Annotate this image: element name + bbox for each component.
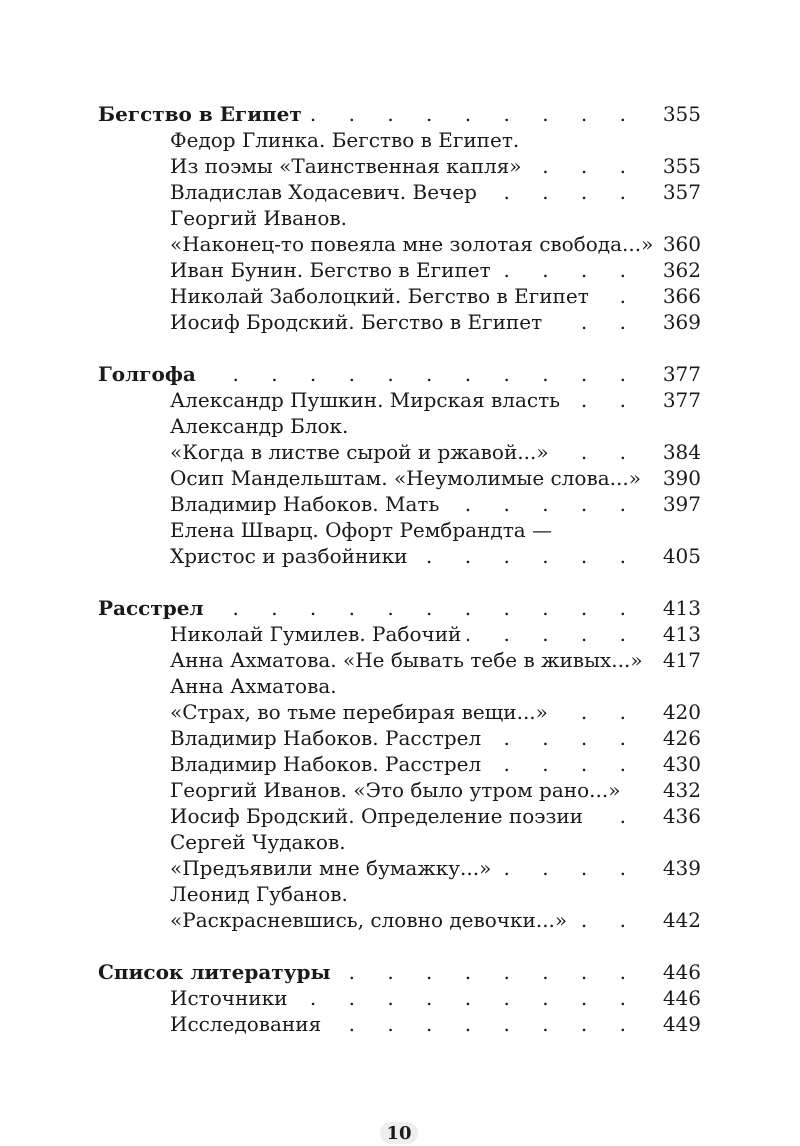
entry-title-row: [170, 283, 701, 309]
page-ref: 366: [643, 283, 701, 309]
entry-title-row: [170, 413, 701, 439]
section-title: Голгофа: [98, 362, 202, 386]
toc-section: [98, 959, 701, 1037]
page-ref: 417: [643, 647, 701, 673]
entry-title: Исследования: [170, 1012, 327, 1036]
entry-title-row: [170, 751, 701, 777]
entry-title-row: [170, 465, 701, 491]
entry-title-row: [170, 257, 701, 283]
entry-title-row: [170, 1011, 701, 1037]
toc-entry: [170, 751, 701, 777]
entry-title-row: [170, 699, 701, 725]
entry-title: Иосиф Бродский. Бегство в Египет: [170, 310, 548, 334]
toc-entry: [170, 127, 701, 179]
page-ref: 446: [643, 959, 701, 985]
toc-entry: [170, 179, 701, 205]
entry-title-row: [170, 881, 701, 907]
page-ref: 439: [643, 855, 701, 881]
section-title: Список литературы: [98, 960, 337, 984]
entry-title: Владислав Ходасевич. Вечер: [170, 180, 483, 204]
entry-title-row: [170, 517, 701, 543]
page-ref: 390: [643, 465, 701, 491]
entry-title-row: [170, 829, 701, 855]
entry-title: «Раскрасневшись, словно девочки...»: [170, 908, 573, 932]
entry-title: Леонид Губанов.: [170, 882, 348, 906]
toc-entry: [170, 309, 701, 335]
entry-title-row: [170, 855, 701, 881]
entry-title-row: [170, 127, 701, 153]
entry-title: Георгий Иванов. «Это было утром рано...»: [170, 778, 626, 802]
entry-title: Николай Заболоцкий. Бегство в Египет: [170, 284, 595, 308]
toc-entry: [170, 517, 701, 569]
entry-title-row: [170, 231, 701, 257]
entry-title: Сергей Чудаков.: [170, 830, 346, 854]
entry-title: «Когда в листве сырой и ржавой...»: [170, 440, 555, 464]
toc-entry: [170, 1011, 701, 1037]
entry-title: Иосиф Бродский. Определение поэзии: [170, 804, 589, 828]
entry-title-row: [170, 205, 701, 231]
toc-entry: [170, 621, 701, 647]
page-ref: 397: [643, 491, 701, 517]
toc-entry: [170, 283, 701, 309]
entry-title: Осип Мандельштам. «Неумолимые слова...»: [170, 466, 647, 490]
section-title-row: [98, 361, 701, 387]
page-ref: 377: [643, 361, 701, 387]
toc-section: [98, 595, 701, 933]
entry-title-row: [170, 309, 701, 335]
page-ref: 426: [643, 725, 701, 751]
entry-title-row: [170, 387, 701, 413]
page-ref: 432: [643, 777, 701, 803]
section-title-row: [98, 959, 701, 985]
toc-entry: [170, 257, 701, 283]
page-ref: 377: [643, 387, 701, 413]
entry-title: Анна Ахматова. «Не бывать тебе в живых...»: [170, 648, 649, 672]
page-ref: 413: [643, 595, 701, 621]
page-ref: 436: [643, 803, 701, 829]
toc-entry: [170, 205, 701, 257]
entry-title-row: [170, 673, 701, 699]
toc-entry: [170, 803, 701, 829]
toc-entry: [170, 881, 701, 933]
toc-section: [98, 101, 701, 335]
entry-title-row: [170, 985, 701, 1011]
page-ref: 405: [643, 543, 701, 569]
toc-entry: [170, 985, 701, 1011]
entry-title: Иван Бунин. Бегство в Египет: [170, 258, 497, 282]
entry-title-row: [170, 725, 701, 751]
page-ref: 355: [643, 101, 701, 127]
entry-title: Христос и разбойники: [170, 544, 413, 568]
entry-title: Николай Гумилев. Рабочий: [170, 622, 467, 646]
entry-title: «Предъявили мне бумажку...»: [170, 856, 497, 880]
page-ref: 413: [643, 621, 701, 647]
page-ref: 449: [643, 1011, 701, 1037]
section-title-row: [98, 101, 701, 127]
entry-title-row: [170, 777, 701, 803]
page-ref: 420: [643, 699, 701, 725]
toc-entry: [170, 829, 701, 881]
page-ref: 369: [643, 309, 701, 335]
entry-title: Георгий Иванов.: [170, 206, 348, 230]
toc-entry: [170, 647, 701, 673]
section-title-row: [98, 595, 701, 621]
entry-title: Елена Шварц. Офорт Рембрандта —: [170, 518, 553, 542]
toc-entry: [170, 491, 701, 517]
toc-entry: [170, 673, 701, 725]
page-number: 10: [380, 1122, 418, 1144]
entry-title-row: [170, 907, 701, 933]
entry-title: «Наконец-то повеяла мне золотая свобода...»: [170, 232, 659, 256]
entry-title-row: [170, 491, 701, 517]
page-ref: 384: [643, 439, 701, 465]
entry-title: «Страх, во тьме перебирая вещи...»: [170, 700, 554, 724]
entry-title-row: [170, 543, 701, 569]
entry-title: Александр Пушкин. Мирская власть: [170, 388, 566, 412]
page-ref: 355: [643, 153, 701, 179]
entry-title: Владимир Набоков. Расстрел: [170, 752, 487, 776]
entry-title-row: [170, 153, 701, 179]
entry-title: Александр Блок.: [170, 414, 349, 438]
entry-title: Владимир Набоков. Расстрел: [170, 726, 487, 750]
toc-entry: [170, 777, 701, 803]
toc-entry: [170, 387, 701, 413]
page-ref: 360: [643, 231, 701, 257]
entry-title-row: [170, 647, 701, 673]
toc-entry: [170, 465, 701, 491]
section-title: Расстрел: [98, 596, 210, 620]
entry-title: Анна Ахматова.: [170, 674, 337, 698]
entry-title-row: [170, 179, 701, 205]
entry-title-row: [170, 439, 701, 465]
section-title: Бегство в Египет: [98, 102, 308, 126]
toc-entry: [170, 413, 701, 465]
table-of-contents: [98, 101, 701, 1063]
toc-section: [98, 361, 701, 569]
page-ref: 446: [643, 985, 701, 1011]
page-ref: 362: [643, 257, 701, 283]
entry-title: Владимир Набоков. Мать: [170, 492, 445, 516]
toc-entry: [170, 725, 701, 751]
entry-title: Из поэмы «Таинственная капля»: [170, 154, 528, 178]
entry-title: Источники: [170, 986, 293, 1010]
page-ref: 430: [643, 751, 701, 777]
entry-title: Федор Глинка. Бегство в Египет.: [170, 128, 520, 152]
entry-title-row: [170, 803, 701, 829]
page-ref: 442: [643, 907, 701, 933]
entry-title-row: [170, 621, 701, 647]
page-ref: 357: [643, 179, 701, 205]
